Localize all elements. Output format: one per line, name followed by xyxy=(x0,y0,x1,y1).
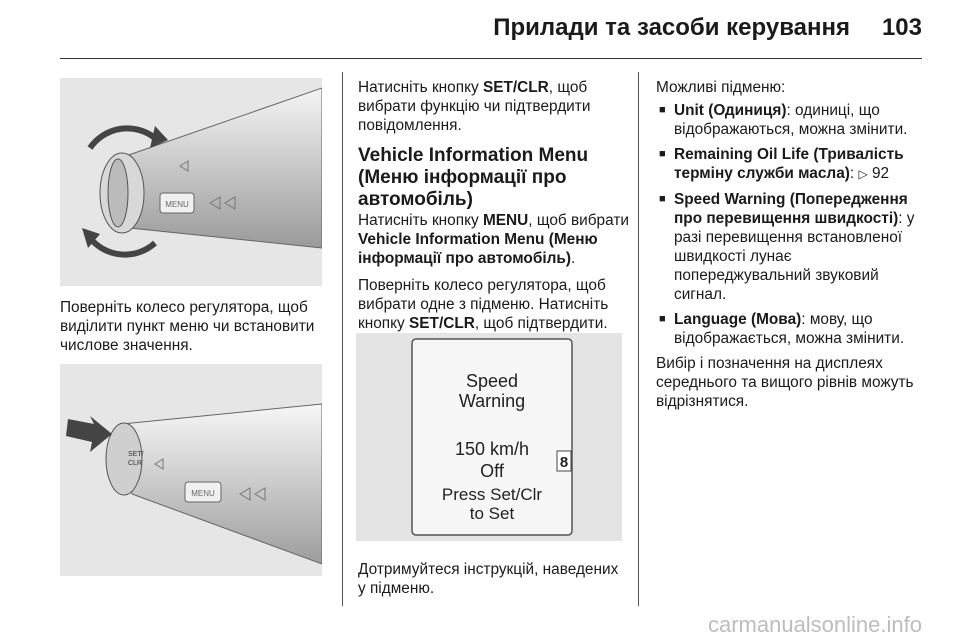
submenu-paragraph xyxy=(358,276,630,333)
list-item-term: Unit (Одиниця) xyxy=(674,102,787,119)
section-heading: Vehicle Information Menu (Меню інформації про автомобіль) xyxy=(358,145,589,210)
display-side-mark: 8 xyxy=(559,454,569,471)
list-item-text: : одиниці, що відображаються, можна змінити. xyxy=(674,102,908,138)
fig2-clr-label: CLR xyxy=(128,460,143,467)
list-item-text: : мову, що відображається, можна змінити. xyxy=(674,311,905,347)
column-3-text xyxy=(656,78,928,419)
list-item-text: : xyxy=(849,165,859,182)
speed-warning-display-figure xyxy=(356,333,622,541)
header-rule xyxy=(60,58,922,59)
text-run: Поверніть колесо регулятора, щоб вибрати одне з підменю. Натисніть кнопку xyxy=(358,277,609,332)
display-line-3: 150 km/h xyxy=(454,439,530,459)
display-line-2: Warning xyxy=(458,391,526,411)
ref-arrow-icon: ▷ xyxy=(858,167,868,181)
set-clr-paragraph xyxy=(358,78,630,135)
list-item-term: Remaining Oil Life (Тривалість терміну служби масла) xyxy=(674,146,904,182)
display-line-6: to Set xyxy=(469,504,515,523)
list-item-text: : у разі перевищення встановленої швидкості лунає попереджувальний звуковий сигнал. xyxy=(674,210,915,303)
fig2-menu-label: MENU xyxy=(191,489,215,498)
submenu-intro: Можливі підменю: xyxy=(656,79,786,96)
list-item xyxy=(656,310,928,348)
column-2-text xyxy=(358,78,630,341)
text-run: . xyxy=(570,250,576,267)
text-run: Натисніть кнопку xyxy=(358,212,483,229)
menu-term: MENU xyxy=(482,212,529,229)
watermark: carmanualsonline.info xyxy=(707,612,922,637)
list-item-term: Speed Warning (Попередження про перевищення швидкості) xyxy=(674,191,908,227)
page-title: Прилади та засоби керування xyxy=(493,14,850,41)
follow-instructions: Дотримуйтеся інструкцій, наведених у підменю. xyxy=(358,561,619,597)
display-variation-note: Вибір і позначення на дисплеях середнього та вищого рівнів можуть відрізнятися. xyxy=(656,355,914,410)
text-run: Натисніть кнопку xyxy=(358,79,483,96)
column-2-footer xyxy=(358,560,630,606)
menu-paragraph xyxy=(358,211,630,268)
stalk-wheel-figure xyxy=(60,78,322,286)
column-divider-2 xyxy=(638,72,639,606)
list-item xyxy=(656,101,928,139)
page-reference-link[interactable]: 92 xyxy=(871,165,890,182)
page-number: 103 xyxy=(881,14,922,41)
wheel-caption: Поверніть колесо регулятора, щоб виділити пункт меню чи встановити числове значення. xyxy=(60,299,315,354)
submenu-list xyxy=(656,101,928,348)
list-item-term: Language (Мова) xyxy=(674,311,802,328)
list-item xyxy=(656,145,928,184)
text-run: , щоб вибрати xyxy=(528,212,629,229)
column-1-text xyxy=(60,298,328,363)
text-run: , щоб вибрати функцію чи підтвердити повідомлення. xyxy=(358,79,591,134)
display-line-1: Speed xyxy=(465,371,519,391)
set-clr-term: SET/CLR xyxy=(482,79,549,96)
text-run: , щоб підтвердити. xyxy=(474,315,608,332)
column-divider-1 xyxy=(342,72,343,606)
stalk-button-figure xyxy=(60,364,322,576)
set-clr-term: SET/CLR xyxy=(409,315,475,332)
fig1-menu-label: MENU xyxy=(165,200,189,209)
list-item xyxy=(656,190,928,304)
vehicle-info-term: Vehicle Information Menu (Меню інформації про автомобіль) xyxy=(358,231,598,267)
display-line-5: Press Set/Clr xyxy=(441,485,543,504)
fig2-set-label: SET/ xyxy=(128,451,144,458)
display-line-4: Off xyxy=(480,461,504,481)
